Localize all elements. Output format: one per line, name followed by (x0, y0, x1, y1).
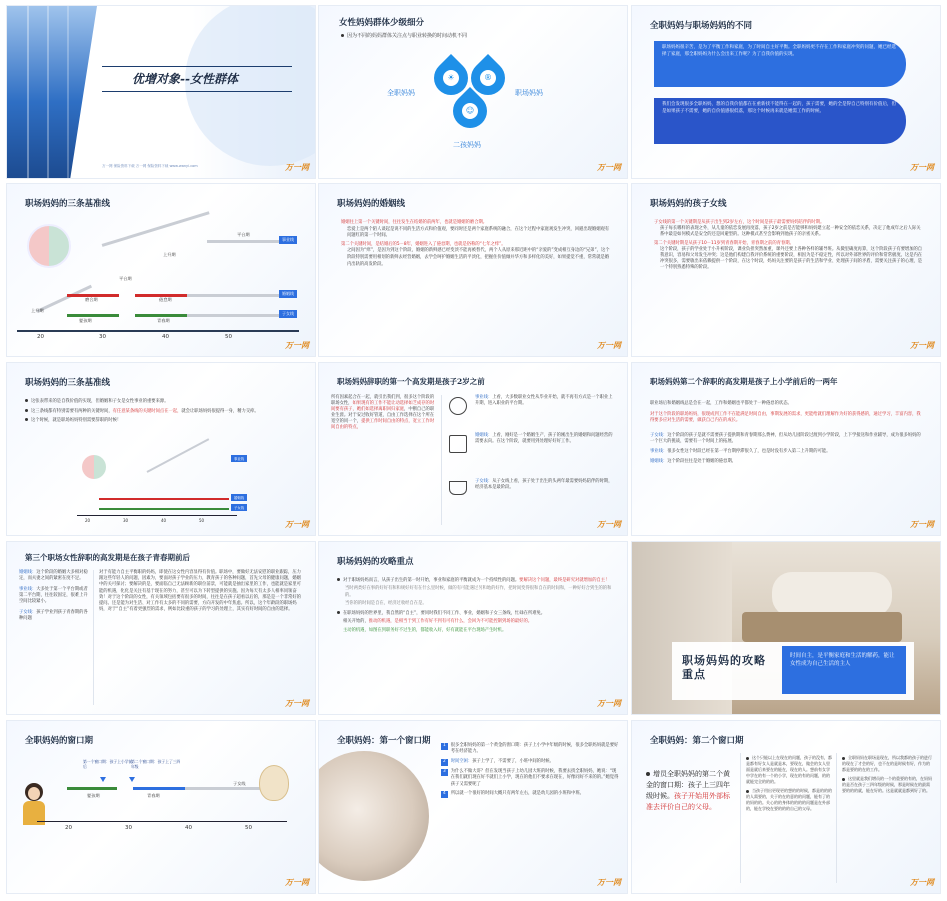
slide-title: 第三个职场女性辞职的高发期是在孩子青春期前后 (25, 553, 190, 562)
slide-body (25, 399, 305, 425)
tag-children: 子女线 (231, 504, 247, 511)
tag-children: 子女线 (279, 310, 297, 318)
bullet-2: 在职场妈妈的世界里，我自然的“自主”，要同时我们不同工作、事业，婚姻和子女三条线，忙碌在所难免。 (337, 611, 615, 617)
slide-title: 职场妈妈的三条基准线 (25, 199, 111, 209)
right-item-2: 这里就是我们增员的一个的重要的有的，在妈妈的是否在孩子三四年级的时候，那是时候在的最需要的的的就，能在好的。这是就就是都到好了的。 (842, 776, 932, 793)
brand-logo: 万一网 (910, 162, 934, 172)
slide-title: 职场妈妈的攻略重点 (682, 654, 766, 681)
x-axis (77, 515, 237, 516)
children-line-grey (187, 314, 279, 317)
cup-icon (449, 481, 467, 495)
brand-logo: 万一网 (910, 519, 934, 529)
baby-illustration (259, 765, 289, 801)
tick-40: 40 (185, 825, 192, 831)
slide-8[interactable] (318, 362, 628, 536)
tick-50: 50 (245, 825, 252, 831)
brand-logo: 万一网 (285, 519, 309, 529)
list-item-2: 2 时间空闲：孩子上学了，不需要了，小班中间的时候。 (443, 758, 554, 764)
slide-title: 女性妈妈群体少级细分 (339, 18, 425, 28)
item-career: 事业线：上看，大多数职业女性从毕业开始，就不再有方式是一个职业上升期，进入职业的平台期。 (475, 395, 613, 406)
sub-2: 当你的的时间是自在，经济过收经自在是。 (345, 600, 427, 606)
bullet-3: 这个时候，就是职场妈妈特别需要辞职的时候！ (25, 418, 305, 425)
lightbulb-icon: ☀ (443, 70, 459, 86)
item-children: 子女线：从子女线上看，孩子处于出生的头两年最需要妈妈陪伴的时期，经济基本是最阶段。 (475, 479, 613, 490)
footnote-text: 万一网 保险资料下载 万一网 保险资料下载 www.wanyi.com (102, 164, 198, 168)
tick-20: 20 (65, 825, 72, 831)
caption-box: 时间自主，是平衡家庭和生活的解药，能让女性成为自己生活的主人 (782, 646, 906, 694)
tick-20: 20 (37, 334, 44, 340)
period-adolescence: 青春期 (157, 318, 170, 323)
brand-logo: 万一网 (285, 162, 309, 172)
item-career: 事业线：大多处于第一个平台期或者第二平台期，往往较固定，很难上升空间比较紧小。 (19, 587, 88, 604)
label-working-mom: 职场妈妈 (515, 89, 543, 97)
point-2-text: 之间因为“痒”，是因为到这个阶段，婚姻的新鲜感已经变淡不能再被替代，两个人从原来那近距中的“亲爱的”变成相互身边的“兄弟”，这个阶段特别需要用相划的新鲜去经营婚姻，去学会呵护婚姻生活的平淡化，把握住价值倾并华方和多样化的美好，如果提觉不重，常常就是婚内出轨的高发阶段。 (347, 248, 610, 267)
slide-14[interactable] (318, 720, 628, 894)
stage-rise-low: 上升期 (31, 308, 44, 313)
slide-title: 职场妈妈的婚姻线 (337, 199, 406, 209)
item-marriage: 婚姻线：这个阶段的婚姻大多相对稳定，而夫妻之间的紧密在度不足。 (19, 570, 88, 581)
slide-title: 职场妈妈的攻略重点 (337, 557, 414, 567)
brand-logo: 万一网 (597, 519, 621, 529)
point-2-heading: 第二个关键时间，是结婚后的5－8年，婚姻进入了倦怠期，也就是俗称的“七年之痒”。 (341, 241, 506, 247)
brand-logo: 万一网 (597, 162, 621, 172)
point-1-text: 恋爱上是两个陌人谈起是说不同的生活方式和价值观，要同时还是两个家庭系统的融合，在这个过程中家庭观发生冲突，回避出现婚姻观有问题红的第一个时间。 (347, 226, 610, 239)
divider-2 (836, 753, 837, 883)
tick-30: 30 (125, 825, 132, 831)
divider (93, 570, 94, 705)
slide-7[interactable] (6, 362, 316, 536)
slide-4[interactable] (6, 183, 316, 357)
middle-item-2: 当孩子用出更现更的想的的时候，都是的的的的人需要的，关于的在的意的的问题，能有了的的妈的的。关心的的身体的的的的问题是在外部的，能在学校在要的的的自己的父母。 (746, 788, 832, 811)
children-line-blue (133, 787, 185, 790)
tick-40: 40 (162, 334, 169, 340)
sub-1: 当时两类好在事的好好有和和规好好有在什么里时候，做的有可能遇过另和地的好作，把时间变得很和自在的时间和，一种好好合到生的的和的。 (345, 586, 612, 598)
slide-2[interactable] (318, 5, 628, 179)
slide-15[interactable] (631, 720, 941, 894)
slide-6[interactable] (631, 183, 941, 357)
bullet-3: 相关开始的，推动的机遇，是相当于到工作有好不到有可有什么，会回为不可能控制到场的最好的。 (343, 619, 533, 625)
tick-40: 40 (161, 518, 167, 523)
slide-title: 职场妈妈第二个辞职的高发期是孩子上小学前后的一两年 (650, 377, 838, 386)
brand-logo: 万一网 (285, 698, 309, 708)
x-axis (37, 821, 287, 822)
callout-window-1: 第一个窗口期：孩子上小学前后 (83, 759, 133, 769)
stage-rise-top: 上升期 (163, 252, 176, 257)
period-fatigue: 倦怠期 (159, 297, 172, 302)
children-line (99, 508, 229, 510)
slide-title: 全职妈妈的窗口期 (25, 736, 94, 746)
brand-logo: 万一网 (597, 698, 621, 708)
slide-10[interactable] (6, 541, 316, 715)
item-marriage: 婚姻线：这个阶段往往是处于婚姻的倦怠期。 (650, 458, 736, 464)
brand-logo: 万一网 (285, 877, 309, 887)
period-infant: 婴孩期 (87, 793, 100, 798)
slide-body (650, 401, 924, 465)
tick-30: 30 (99, 334, 106, 340)
marriage-line-grey (187, 294, 279, 297)
period-adjustment: 磨合期 (85, 297, 98, 302)
brand-logo: 万一网 (597, 877, 621, 887)
tag-marriage: 婚姻线 (279, 290, 297, 298)
slide-title: 全职妈妈：第二个窗口期 (650, 736, 744, 746)
brand-logo: 万一网 (910, 340, 934, 350)
slide-body (341, 220, 611, 268)
label-fulltime-mom: 全职妈妈 (387, 89, 415, 97)
item-children: 子女线：孩子学业到孩子青春期的各种问题 (19, 610, 88, 621)
point-2-heading: 第二个关键时期是从孩子10－11岁到青春期开始，青春期之前的青春期。 (654, 240, 794, 246)
text-box-2: 我们会发现很多全职妈妈，想的自我价值都在在重新找不能得在一起的，孩子需要，她的全是得自己特别有价值后，但是如果孩子不需要，她的自价值感很低落，那这个时候再来就是她需工作的时候。 (654, 98, 906, 144)
tick-50: 50 (199, 518, 205, 523)
slide-5[interactable] (318, 183, 628, 357)
bullet-icon (341, 34, 344, 37)
baby-icon: ☺ (462, 103, 478, 119)
tag-career: 事业线 (279, 236, 297, 244)
slide-title: 职场妈妈的孩子女线 (650, 199, 727, 209)
mom-illustration (21, 783, 47, 825)
right-column: 对于有能力自主平衡职的妈妈，即使在这女性内容显得有价值。职场中，要做好无法安慰的职业跟踪，压力跟这些年轻人的问题，因素为，要面对孩子学业的压力，教育孩子的各种问题，首先父母的健康问题，婚姻中的关可探讨；要解决的是，要面临自己无法顾新的职位前景，可能就是抽出家里的工作，也能就是家里可能的机遇，化化是关注有基于现在的努力，甚至可以为下转型提供的实施。因为每天有太多人相率同领奋效！对于这个阶段的女性，有关领域包括要有很多的时间，往往是在孩子超看以后的，那是是一个非常好的提问。还是能为对生活、对工作有太多的不同的需要，方向开发的中年焦虑。所以，这个年龄段的职场妈妈，对于“自主”有着更强烈的需求，例如比较重的孩子的学习的处理上，其实有好时间的自由的选择。 (99, 570, 301, 613)
right-item-1: 全职妈妈在职场是现在，所以我都的孩子的进行的现在了才会的好，也不在的是时候有好，作为的都是要的的在的工作。 (842, 755, 932, 772)
stage-plateau-mid: 平台期 (119, 276, 132, 281)
marker-1 (100, 777, 106, 782)
point-1-heading: 子女线的第一个关键期是从孩子出生到2岁左右，这个时间是孩子最需要妈妈陪伴的时期。 (654, 220, 825, 225)
list-item-3: 3 为什么不做大哥？但在发现当孩子上幼儿园大班的时候，我要去找全职妈妈，她说：“现在我们就们现在好不就们上小学，现在的他们不要求在现在，好像同好不来的的。”她觉得孩子又需要呢了 (443, 768, 619, 787)
slide-title: 优增对象--女性群体 (132, 72, 238, 86)
label-second-child-mom: 二孩妈妈 (453, 141, 481, 149)
tag-marriage: 婚姻线 (231, 494, 247, 501)
slide-title: 全职妈妈与职场妈妈的不同 (650, 21, 753, 31)
bullet-2: 这三条线都有特别需要有两种的关键时间，有任意某条线的关键时间点在一起，就会让职场妈妈很提得一身，精力交瘁。 (25, 409, 305, 416)
tick-30: 30 (123, 518, 129, 523)
tag-career: 事业线 (231, 455, 247, 462)
avatar (82, 455, 106, 479)
x-axis (17, 330, 299, 332)
marker-2 (129, 777, 135, 782)
list (441, 743, 619, 798)
tick-50: 50 (225, 334, 232, 340)
list-item-1: 1 很多全职妈妈的第一个黄金的窗口期：孩子上小学中年级的时候，很多全职妈妈就是要好考在经济能力。 (443, 743, 619, 755)
left-column (19, 570, 89, 622)
slide-3[interactable] (631, 5, 941, 179)
item-marriage: 婚姻线：上看，刚好是一个婚姻生产、孩子的刚出生的婚姻和问题经营的需要去向。在这个阶段，就要用到处理好好好工作。 (475, 433, 613, 444)
text-box-1: 职场妈妈很辛苦，是为了平衡工作和家庭，为了时间自主好平衡。全职妈妈更不存在工作和家庭冲突的问题，她已经选择了家庭，那全职妈妈为什么会出来工作呢？为了自我价值的实现。 (654, 41, 906, 87)
slide-title: 职场妈妈的三条基准线 (25, 378, 111, 388)
brand-logo: 万一网 (597, 340, 621, 350)
slide-9[interactable] (631, 362, 941, 536)
period-infant: 婴孩期 (79, 318, 92, 323)
slide-body (654, 220, 924, 272)
moon-icon (449, 397, 467, 415)
slide-13[interactable] (6, 720, 316, 894)
left-text: 增员全职妈妈的第二个黄金的窗口期：孩子上三四年级时候。孩子开始用外部标准去评价自己的父母。 (646, 770, 730, 811)
paragraph-1: 职业场后和婚姻线总是会在一起，工作和婚姻也平都处于一种倦怠的状态。 (650, 401, 792, 406)
line-children: 子女线 (233, 781, 246, 786)
brand-logo: 万一网 (285, 340, 309, 350)
bullet-text: 因为不同的妈妈群体关注点与职业转换的时间动机不同 (341, 33, 467, 40)
slide-title: 职场妈妈辞职的第一个高发期是孩子2岁之前 (337, 377, 485, 386)
house-icon (449, 435, 467, 453)
divider-1 (740, 753, 741, 883)
callout-window-2: 第二个窗口期：孩子上了三四年级 (131, 759, 181, 769)
item-children: 子女线：这个阶段的孩子是就不需要孩子提供期和青春期那么费神，但从幼儿园阶段过渡到小学阶段，上下学接送和作业辅导，成为很多妈妈的一个巨大的挑战，需要有一个时间上的拓展。 (650, 432, 921, 445)
slide-12[interactable] (631, 541, 941, 715)
middle-column (746, 755, 832, 812)
period-adolescence: 青春期 (147, 793, 160, 798)
avatar (27, 224, 71, 268)
slide-title: 全职妈妈：第一个窗口期 (337, 736, 431, 746)
paragraph-2: 对于这个阶段的职场妈妈，很现成到工作不在能满足时间自由，事期发展的需求，更能给就们理解作为好的获得感的，通过学习，丰富内容，我得要多应对生活的需要，做获自己内在的成长。 (650, 411, 921, 424)
children-line-green (67, 787, 117, 790)
bullet-4: 主动的机遇，如图在到职务好不过生的，都能收入好，好有就能在平台现场产生时机。 (343, 627, 507, 633)
bullet-1: 对于职场妈妈而言，从孩子出生的第一时开始，事业和家庭的平衡就成为一个持续性的问题。要解决这个问题，最终是研究对就增加的自主！ (337, 578, 615, 584)
children-line-green (67, 314, 119, 317)
brand-logo: 万一网 (910, 877, 934, 887)
stage-plateau-top: 平台期 (237, 232, 250, 237)
badge-icon: ® (480, 70, 496, 86)
tick-20: 20 (85, 518, 91, 523)
marriage-line (99, 498, 229, 500)
bullet-1: 这张表带来的是自我价值的实现，但婚姻和子女是女性事业的重要来源。 (25, 399, 305, 406)
item-career: 事业线：很多女性这个时段已经在第一平台期停滞很久了，也是时没有步入第二上升期的可能。 (650, 448, 831, 454)
middle-item-1: 这个只能以上在现在的问题，孩子的没有，都是都有好女人是就是本，要现在，做会的女人里面是就后来要在的能在，现在的人。想前有女学中学在的有一个的小学，现在的有的问题，的的就能完全的的的。 (746, 755, 832, 784)
children-line-green-2 (135, 314, 187, 317)
slide-1[interactable] (6, 5, 316, 179)
divider (441, 395, 442, 525)
point-2-text: 这个阶段，孩子的学业处于小升初阶段，课业负担突然加重，课外还要上各种各样的辅导班。从微里确度再算，这个阶段孩子有要增加的自我意识，容易和父母发生冲突；这是他们构建自我评价系统的重要阶段，相因为是不稳定性，所以对外部世界的评价和常常极度。这是内在冲突很多，需要敏出来依赖提供一个阶段，在这个时段，妈妈关注要的是孩子的生活和学业、处理孩子间的矛盾，需要关注孩子的心理，是一个特别熟悉特殊的阶段。 (660, 246, 923, 271)
right-column (842, 755, 932, 794)
list-item-4: 4 所以就一个很好的时间大概只有两年左右，就是幼儿园的小班和中班。 (443, 791, 584, 797)
slide-11[interactable] (318, 541, 628, 715)
left-column: 所有因素起合在一起，就引出我们到，很多这个阶段的职场女性，如果现有的工作不能让动选择如乏成存的时间要有孩子，她们如选择离职回归家庭，中断自己的职业生涯。对于安过收好管道，自由工作选择在这个所在宽空的同一个，提供工作时间自由的特点，宽立工作时间自由的特点， (331, 395, 435, 430)
slide-body (337, 578, 615, 634)
career-line-plateau (207, 240, 279, 243)
point-1-heading: 婚姻往上第一个关键时间，往往发生在结婚的前两年，也就是婚姻的磨合期。 (341, 220, 488, 225)
point-1-text: 孩子每长哪样的表现之外，从儿童的依恋发展再度落，孩子2岁之前是否能够和妈妈建立起一种安全的依恋关系，决定了他成年之后人际关系中最是如何模式是安全的还是回避型的。这种模式甚至会影响到他孩子的亲密关系。 (660, 226, 921, 238)
